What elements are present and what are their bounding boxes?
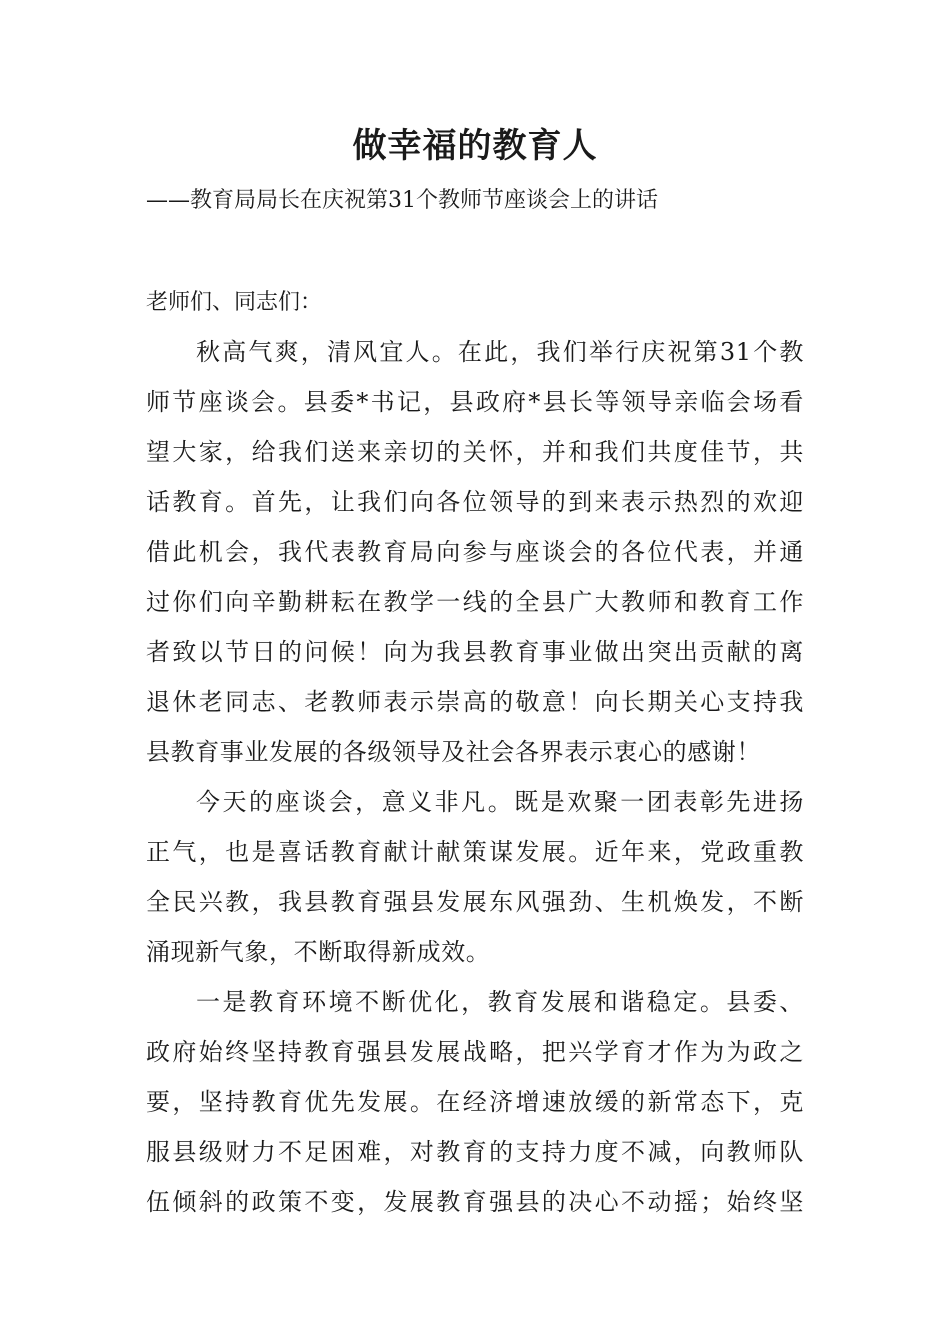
body-line: 服县级财力不足困难，对教育的支持力度不减，向教师队 (146, 1138, 804, 1166)
body-line: 伍倾斜的政策不变，发展教育强县的决心不动摇；始终坚 (146, 1188, 804, 1216)
salutation: 老师们、同志们： (146, 290, 323, 315)
body-line: 县教育事业发展的各级领导及社会各界表示衷心的感谢！ (146, 738, 761, 766)
body-line: 秋高气爽，清风宜人。在此，我们举行庆祝第31个教 (196, 338, 804, 366)
body-line: 涌现新气象，不断取得新成效。 (146, 938, 491, 966)
body-line: 师节座谈会。县委*书记，县政府*县长等领导亲临会场看 (146, 388, 804, 416)
body-line: 借此机会，我代表教育局向参与座谈会的各位代表，并通 (146, 538, 804, 566)
body-line: 全民兴教，我县教育强县发展东风强劲、生机焕发，不断 (146, 888, 804, 916)
document-subtitle: ——教育局局长在庆祝第31个教师节座谈会上的讲话 (146, 188, 658, 213)
body-line: 退休老同志、老教师表示崇高的敬意！向长期关心支持我 (146, 688, 804, 716)
body-line: 望大家，给我们送来亲切的关怀，并和我们共度佳节，共 (146, 438, 804, 466)
body-line: 今天的座谈会，意义非凡。既是欢聚一团表彰先进扬 (196, 788, 804, 816)
document-title: 做幸福的教育人 (352, 126, 598, 166)
body-line: 者致以节日的问候！向为我县教育事业做出突出贡献的离 (146, 638, 804, 666)
body-line: 正气，也是喜话教育献计献策谋发展。近年来，党政重教 (146, 838, 804, 866)
body-line: 要，坚持教育优先发展。在经济增速放缓的新常态下，克 (146, 1088, 804, 1116)
body-line: 过你们向辛勤耕耘在教学一线的全县广大教师和教育工作 (146, 588, 804, 616)
body-line: 一是教育环境不断优化，教育发展和谐稳定。县委、 (196, 988, 804, 1016)
body-line: 政府始终坚持教育强县发展战略，把兴学育才作为为政之 (146, 1038, 804, 1066)
body-line: 话教育。首先，让我们向各位领导的到来表示热烈的欢迎 (146, 488, 804, 516)
